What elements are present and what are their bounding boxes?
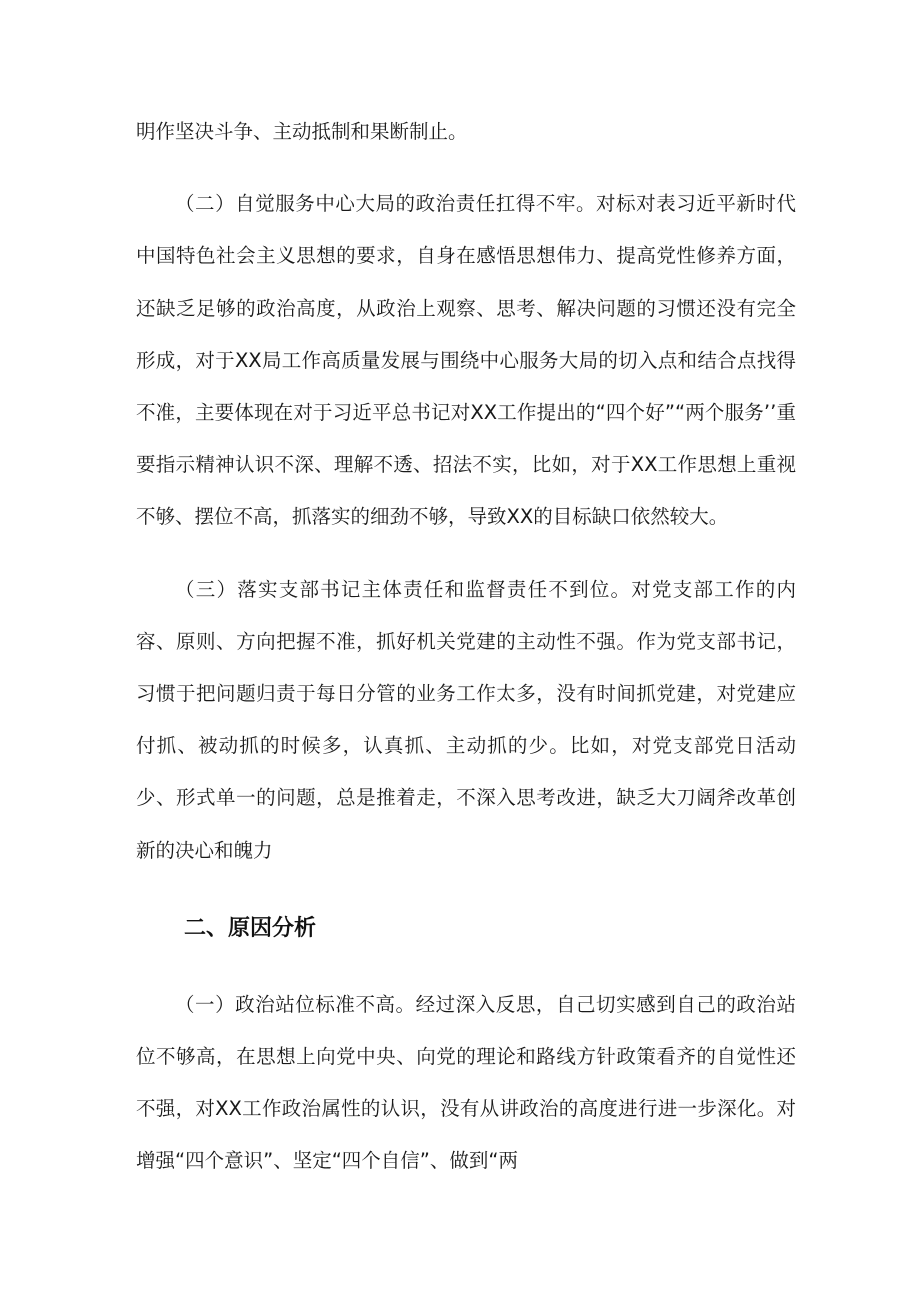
paragraph-cause-1: （一）政治站位标准不高。经过深入反思，自己切实感到自己的政治站位不够高，在思想上向党中央、向党的理论和路线方针政策看齐的自觉性还不强，对XX工作政治属性的认识，没有从讲政治的高度进行进一步深化。对增强“四个意识”、坚定“四个自信”、做到“两 [136,992,796,1173]
heading-gap [136,877,796,903]
heading-gap [136,955,796,979]
section-heading: 二、原因分析 [184,915,317,941]
paragraph-continuation: 明作坚决斗争、主动抵制和果断制止。 [136,120,468,143]
paragraph-section-3: （三）落实支部书记主体责任和监督责任不到位。对党支部工作的内容、原则、方向把握不准，抓好机关党建的主动性不强。作为党支部书记，习惯于把问题归责于每日分管的业务工作太多，没有时间抓党建，对党建应付抓、被动抓的时候多，认真抓、主动抓的少。比如，对党支部党日活动少、形式单一的问题，总是推着走，不深入思考改进，缺乏大刀阔斧改革创新的决心和魄力 [136,577,796,862]
paragraph-section-2: （二）自觉服务中心大局的政治责任扛得不牢。对标对表习近平新时代中国特色社会主义思想的要求，自身在感悟思想伟力、提高党性修养方面，还缺乏足够的政治高度，从政治上观察、思考、解决问题的习惯还没有完全形成，对于XX局工作高质量发展与围绕中心服务大局的切入点和结合点找得不准，主要体现在对于习近平总书记对XX工作提出的“四个好”“两个服务’’重要指示精神认识不深、理解不透、招法不实，比如，对于XX工作思想上重视不够、摆位不高，抓落实的细劲不够，导致XX的目标缺口依然较大。 [136,192,796,529]
document-body [136,106,796,1188]
paragraph-gap [136,544,796,564]
paragraph-gap [136,158,796,178]
